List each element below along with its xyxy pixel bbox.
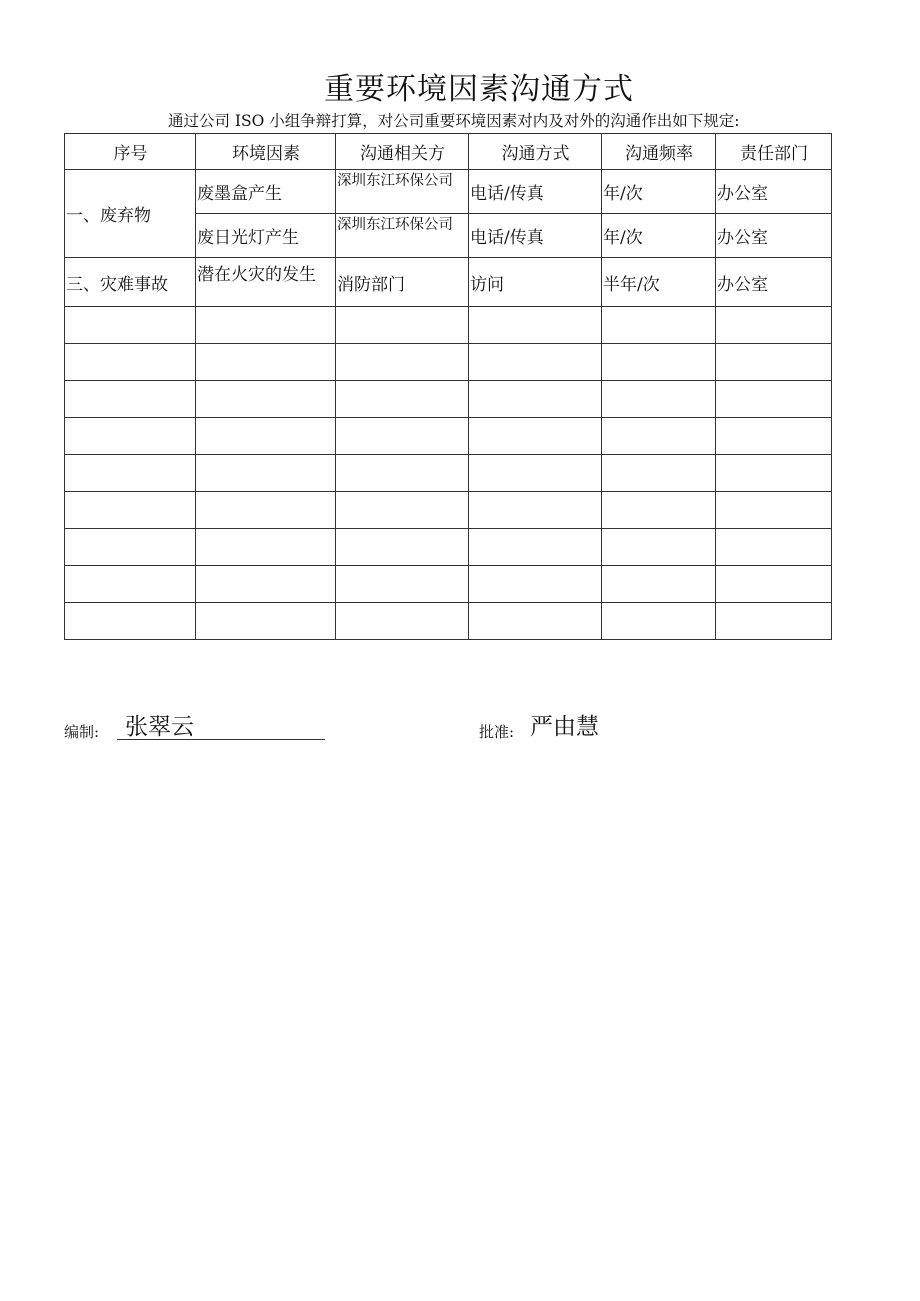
communication-table <box>64 133 832 640</box>
prepared-by-signature: 张翠云 <box>125 714 194 740</box>
header-department: 责任部门 <box>716 134 832 170</box>
empty-row <box>65 418 832 455</box>
header-method: 沟通方式 <box>469 134 602 170</box>
empty-row <box>65 566 832 603</box>
party-cell: 深圳东江环保公司 <box>336 214 469 258</box>
intro-text: 通过公司 ISO 小组争辩打算，对公司重要环境因素对内及对外的沟通作出如下规定: <box>168 112 740 130</box>
factor-cell: 废墨盒产生 <box>196 170 336 214</box>
header-env-factor: 环境因素 <box>196 134 336 170</box>
party-cell: 消防部门 <box>336 258 469 307</box>
table-header-row <box>65 134 832 170</box>
department-cell: 办公室 <box>716 170 832 214</box>
approved-by-label: 批准: <box>479 723 515 741</box>
method-cell: 电话/传真 <box>469 214 602 258</box>
frequency-cell: 半年/次 <box>602 258 716 307</box>
empty-row <box>65 381 832 418</box>
header-serial: 序号 <box>65 134 196 170</box>
header-frequency: 沟通频率 <box>602 134 716 170</box>
table-row <box>65 258 832 307</box>
table-row <box>65 170 832 214</box>
factor-cell: 废日光灯产生 <box>196 214 336 258</box>
empty-row <box>65 455 832 492</box>
group-cell: 三、灾难事故 <box>65 258 196 307</box>
frequency-cell: 年/次 <box>602 214 716 258</box>
header-related-party: 沟通相关方 <box>336 134 469 170</box>
empty-row <box>65 492 832 529</box>
empty-row <box>65 529 832 566</box>
department-cell: 办公室 <box>716 214 832 258</box>
factor-cell: 潜在火灾的发生 <box>196 258 336 307</box>
document-title: 重要环境因素沟通方式 <box>324 72 634 107</box>
method-cell: 访问 <box>469 258 602 307</box>
empty-row <box>65 344 832 381</box>
empty-row <box>65 307 832 344</box>
department-cell: 办公室 <box>716 258 832 307</box>
empty-row <box>65 603 832 640</box>
party-cell: 深圳东江环保公司 <box>336 170 469 214</box>
prepared-by-label: 编制: <box>64 723 100 741</box>
frequency-cell: 年/次 <box>602 170 716 214</box>
group-cell: 一、废弃物 <box>65 170 196 258</box>
approved-by-signature: 严由慧 <box>530 714 599 740</box>
prepared-by-underline <box>117 739 325 740</box>
method-cell: 电话/传真 <box>469 170 602 214</box>
